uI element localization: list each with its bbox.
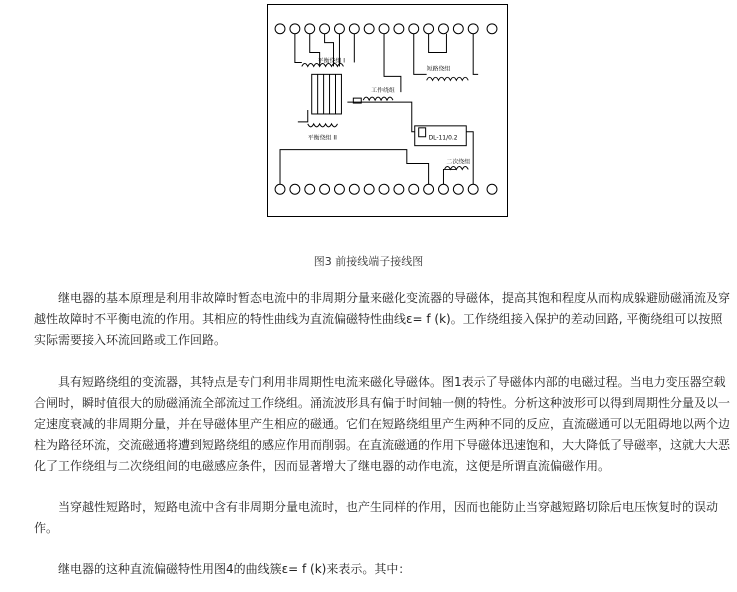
terminal-top-6 — [349, 24, 359, 34]
label-short: 短路绕组 — [426, 65, 451, 73]
paragraph-3: 当穿越性短路时，短路电流中含有非周期分量电流时，也产生同样的作用，因而也能防止当穿越短路切除后电压恢复时的误动作。 — [34, 500, 719, 535]
terminal-top-4 — [320, 24, 330, 34]
paragraph-2: 具有短路绕组的变流器，其特点是专门利用非周期性电流来磁化导磁体。图1表示了导磁体内部的电磁过程。当电力变压器空载合闸时，瞬时值很大的励磁涌流全部流过工作绕组。涌流波形具有偏于时间轴一侧的特性。分析这种波形可以得到周期性分量及以一定速度衰减的非周期分量，并在导磁体里产生相应的磁通。它们在短路绕组里产生两种不同的反应，直流磁通可以无阻碍地以两个边柱为路径环流，交流磁通将遭到短路绕组的感应作用而削弱。在直流磁通的作用下导磁体迅速饱和，大大降低了导磁率，这就大大恶化了工作绕组与二次绕组间的电磁感应条件，因而显著增大了继电器的动作电流，这便是所谓直流偏磁作用。 — [34, 375, 731, 473]
terminal-wiring-diagram — [267, 4, 508, 217]
relay-contact — [419, 128, 426, 137]
terminal-bottom-13 — [453, 184, 463, 194]
wire-balance-bottom — [298, 110, 308, 122]
terminal-bottom-15 — [487, 184, 497, 194]
terminal-top-9 — [394, 24, 404, 34]
label-work: 工作绕组 — [371, 87, 395, 95]
terminal-bottom-2 — [290, 184, 300, 194]
wire-secondary — [443, 169, 456, 184]
terminal-top-14 — [468, 24, 478, 34]
terminal-top-10 — [409, 24, 419, 34]
terminal-top-12 — [439, 24, 449, 34]
terminal-top-3 — [305, 24, 315, 34]
label-balance-top: 平衡绕组 I — [317, 57, 346, 65]
terminal-bottom-11 — [424, 184, 434, 194]
terminal-bottom-10 — [409, 184, 419, 194]
terminal-top-11 — [424, 24, 434, 34]
terminal-bottom-1 — [275, 184, 285, 194]
terminal-bottom-7 — [364, 184, 374, 194]
terminal-bottom-14 — [468, 184, 478, 194]
coil-short — [427, 77, 469, 80]
terminal-top-8 — [379, 24, 389, 34]
terminal-bottom-3 — [305, 184, 315, 194]
wiring-diagram-svg — [268, 5, 507, 216]
wire-short-right — [473, 34, 478, 75]
terminal-top-7 — [364, 24, 374, 34]
terminal-top-2 — [290, 24, 300, 34]
terminal-top-1 — [275, 24, 285, 34]
label-secondary: 二次绕组 — [446, 158, 471, 166]
wire-short-loop — [429, 34, 447, 53]
terminal-bottom-9 — [394, 184, 404, 194]
terminal-bottom-5 — [335, 184, 345, 194]
terminal-bottom-8 — [379, 184, 389, 194]
transformer-core — [312, 74, 342, 114]
terminal-top-5 — [335, 24, 345, 34]
terminal-top-13 — [453, 24, 463, 34]
paragraph-4: 继电器的这种直流偏磁特性用图4的曲线簇ε= f (k)来表示。其中： — [58, 562, 411, 576]
wire-short-left — [414, 34, 427, 75]
wire-bottom-loop — [280, 150, 429, 185]
terminal-bottom-4 — [320, 184, 330, 194]
label-balance-bottom: 平衡绕组 II — [307, 134, 337, 142]
coil-work — [363, 97, 393, 100]
paragraph-1: 继电器的基本原理是利用非故障时暂态电流中的非周期分量来磁化变流器的导磁体，提高其饱和程度从而构成躲避励磁涌流及穿越性故障时不平衡电流的作用。其相应的特性曲线为直流偏磁特性曲线ε= f (k)。工作绕组接入保护的差动回路, 平衡绕组可以按照实际需要接入环流回路或工作回路。 — [34, 291, 731, 347]
terminal-bottom-12 — [439, 184, 449, 194]
terminal-top-15 — [487, 24, 497, 34]
label-relay: DL-11/0.2 — [428, 134, 458, 142]
wire-balance-top-left — [295, 34, 302, 63]
figure-caption: 图3 前接线端子接线图 — [313, 255, 424, 268]
coil-balance-bottom — [308, 124, 338, 127]
wire-middle-bus — [347, 102, 414, 132]
terminal-bottom-6 — [349, 184, 359, 194]
wire-work-right — [384, 34, 401, 92]
